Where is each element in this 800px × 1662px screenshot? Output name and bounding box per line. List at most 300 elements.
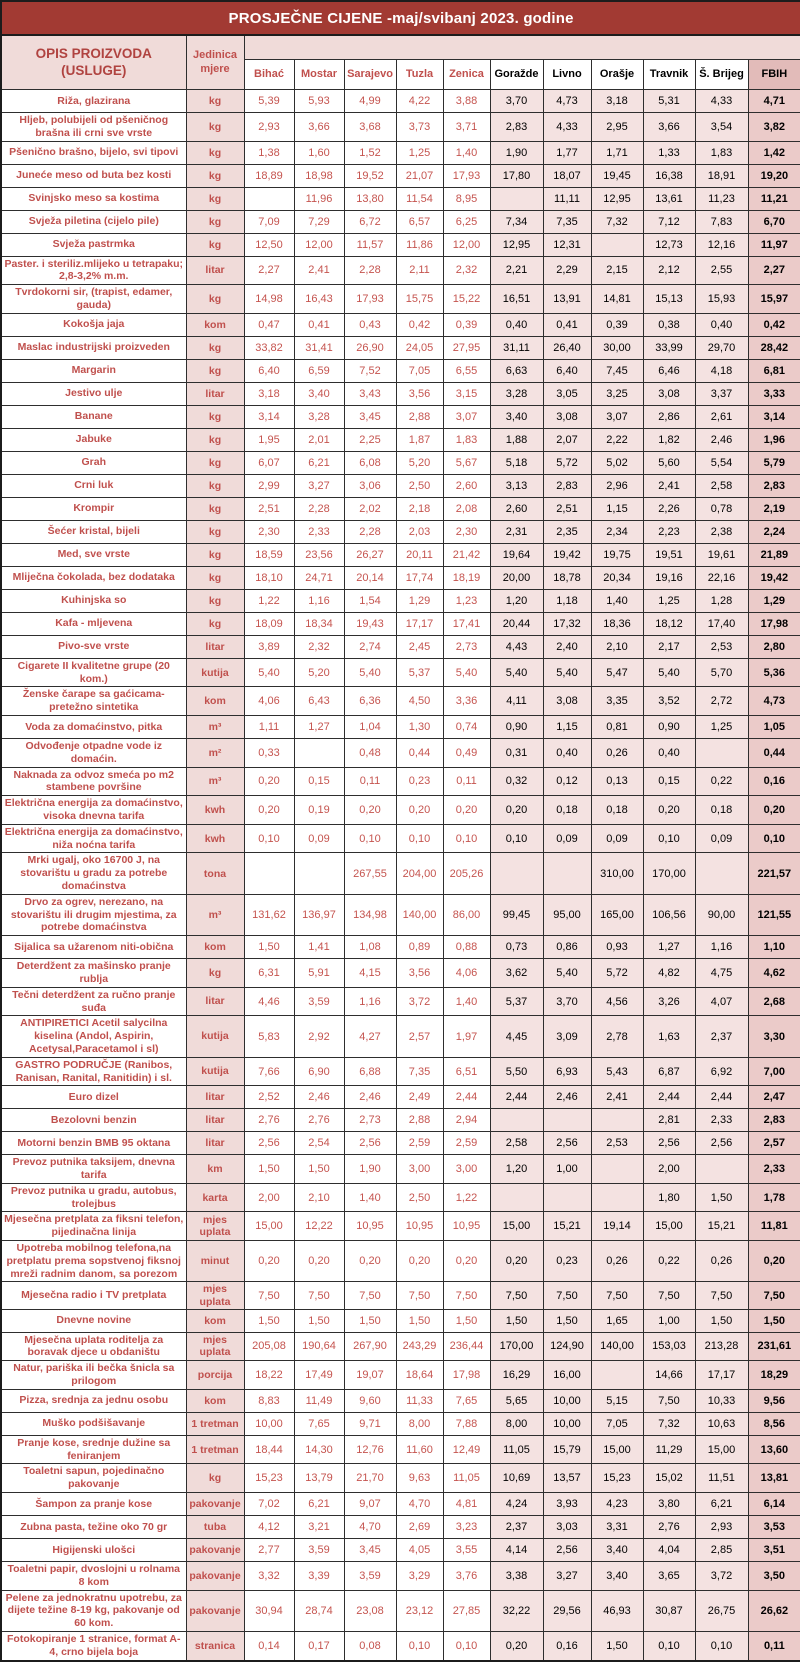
price-cell: 3,06 — [344, 474, 396, 497]
price-cell: 3,70 — [543, 987, 591, 1016]
table-row — [1, 796, 800, 825]
price-cell: 1,22 — [244, 589, 294, 612]
price-cell: 0,20 — [396, 796, 443, 825]
price-cell: 3,50 — [748, 1561, 800, 1590]
price-cell: 0,20 — [244, 767, 294, 796]
col-header-product: OPIS PROIZVODA (USLUGE) — [1, 35, 186, 90]
product-cell: Kafa - mljevena — [1, 612, 186, 635]
price-cell: 1,83 — [443, 428, 490, 451]
price-cell: 19,64 — [490, 543, 543, 566]
price-cell: 9,71 — [344, 1412, 396, 1435]
price-cell: 11,54 — [396, 187, 443, 210]
price-cell: 3,21 — [294, 1515, 344, 1538]
price-cell: 1,16 — [344, 987, 396, 1016]
product-cell: Mliječna čokolada, bez dodataka — [1, 566, 186, 589]
price-cell: 0,18 — [543, 796, 591, 825]
price-cell: 2,92 — [294, 1016, 344, 1057]
product-cell: Električna energija za domaćinstvo, niža noćna tarifa — [1, 824, 186, 853]
price-cell: 15,00 — [643, 1212, 695, 1241]
table-row — [1, 715, 800, 738]
price-cell: 1,50 — [244, 1309, 294, 1332]
price-cell: 0,40 — [543, 738, 591, 767]
price-cell: 12,16 — [695, 233, 748, 256]
price-cell: 2,26 — [643, 497, 695, 520]
table-row — [1, 187, 800, 210]
price-cell: 0,20 — [643, 796, 695, 825]
price-cell: 7,88 — [443, 1412, 490, 1435]
price-cell: 4,99 — [344, 90, 396, 113]
price-cell: 32,22 — [490, 1590, 543, 1631]
price-cell: 2,55 — [695, 256, 748, 285]
price-cell: 33,99 — [643, 336, 695, 359]
price-cell: 99,45 — [490, 894, 543, 935]
price-cell: 7,50 — [591, 1282, 643, 1309]
price-cell: 0,20 — [443, 796, 490, 825]
price-cell: 16,38 — [643, 164, 695, 187]
price-cell: 3,28 — [294, 405, 344, 428]
price-cell: 0,20 — [396, 1241, 443, 1282]
unit-cell: m² — [186, 738, 244, 767]
price-cell: 1,77 — [543, 141, 591, 164]
price-cell: 1,33 — [643, 141, 695, 164]
price-cell — [543, 853, 591, 894]
price-cell: 29,70 — [695, 336, 748, 359]
price-cell: 18,59 — [244, 543, 294, 566]
price-cell: 18,29 — [748, 1361, 800, 1390]
price-cell: 6,70 — [748, 210, 800, 233]
price-cell: 3,70 — [490, 90, 543, 113]
price-cell: 2,30 — [244, 520, 294, 543]
price-cell: 1,11 — [244, 715, 294, 738]
unit-cell: kg — [186, 428, 244, 451]
unit-cell: pakovanje — [186, 1590, 244, 1631]
table-row — [1, 1109, 800, 1132]
price-cell: 7,50 — [294, 1282, 344, 1309]
price-cell: 0,09 — [591, 824, 643, 853]
price-cell: 2,32 — [294, 635, 344, 658]
price-cell: 21,07 — [396, 164, 443, 187]
product-cell: Paster. i steriliz.mlijeko u tetrapaku; 2,8-3,2% m.m. — [1, 256, 186, 285]
unit-cell: kg — [186, 233, 244, 256]
price-cell: 106,56 — [643, 894, 695, 935]
price-cell: 0,11 — [344, 767, 396, 796]
price-cell: 18,91 — [695, 164, 748, 187]
price-cell: 0,15 — [294, 767, 344, 796]
product-cell: Naknada za odvoz smeća po m2 stambene površine — [1, 767, 186, 796]
price-cell: 5,60 — [643, 451, 695, 474]
price-cell: 1,50 — [244, 1155, 294, 1184]
table-row — [1, 824, 800, 853]
price-cell: 0,16 — [748, 767, 800, 796]
price-cell: 4,45 — [490, 1016, 543, 1057]
price-cell: 8,00 — [396, 1412, 443, 1435]
price-cell: 0,20 — [748, 1241, 800, 1282]
price-cell: 190,64 — [294, 1332, 344, 1361]
price-cell: 17,40 — [695, 612, 748, 635]
price-cell: 1,50 — [591, 1631, 643, 1660]
price-cell: 3,51 — [748, 1538, 800, 1561]
table-row — [1, 164, 800, 187]
price-cell: 2,33 — [695, 1109, 748, 1132]
price-cell: 2,58 — [695, 474, 748, 497]
price-cell: 0,10 — [643, 824, 695, 853]
price-cell: 2,83 — [543, 474, 591, 497]
product-cell: Pelene za jednokratnu upotrebu, za dijete težine 8-19 kg, pakovanje od 60 kom. — [1, 1590, 186, 1631]
price-cell: 18,98 — [294, 164, 344, 187]
price-cell: 17,32 — [543, 612, 591, 635]
table-row — [1, 497, 800, 520]
unit-cell: kg — [186, 405, 244, 428]
price-cell: 0,42 — [396, 313, 443, 336]
price-cell: 4,75 — [695, 959, 748, 988]
unit-cell: pakovanje — [186, 1492, 244, 1515]
price-cell: 2,46 — [344, 1086, 396, 1109]
price-cell: 5,72 — [543, 451, 591, 474]
product-cell: Jestivo ulje — [1, 382, 186, 405]
product-cell: Bezolovni benzin — [1, 1109, 186, 1132]
price-cell: 1,30 — [396, 715, 443, 738]
price-cell: 0,20 — [443, 1241, 490, 1282]
price-cell: 0,32 — [490, 767, 543, 796]
price-cell: 5,79 — [748, 451, 800, 474]
table-row — [1, 359, 800, 382]
price-cell: 243,29 — [396, 1332, 443, 1361]
price-cell: 20,00 — [490, 566, 543, 589]
price-cell: 5,37 — [396, 658, 443, 687]
price-cell: 2,56 — [344, 1132, 396, 1155]
table-row — [1, 313, 800, 336]
price-cell: 6,81 — [748, 359, 800, 382]
price-cell: 1,78 — [748, 1183, 800, 1212]
price-cell: 0,14 — [244, 1631, 294, 1660]
product-cell: Pšenično brašno, bijelo, svi tipovi — [1, 141, 186, 164]
price-cell: 4,24 — [490, 1492, 543, 1515]
table-row — [1, 1282, 800, 1309]
price-cell: 31,41 — [294, 336, 344, 359]
column-header: Sarajevo — [344, 60, 396, 90]
price-cell: 14,98 — [244, 285, 294, 314]
price-cell: 7,50 — [695, 1282, 748, 1309]
price-cell: 28,74 — [294, 1590, 344, 1631]
price-cell: 17,74 — [396, 566, 443, 589]
table-row — [1, 141, 800, 164]
price-cell: 20,44 — [490, 612, 543, 635]
price-cell: 7,12 — [643, 210, 695, 233]
price-cell: 18,12 — [643, 612, 695, 635]
price-cell: 6,21 — [294, 1492, 344, 1515]
price-cell: 19,45 — [591, 164, 643, 187]
price-cell: 2,61 — [695, 405, 748, 428]
price-cell: 6,25 — [443, 210, 490, 233]
product-cell: Mjesečna uplata roditelja za boravak djece u obdaništu — [1, 1332, 186, 1361]
table-row — [1, 1631, 800, 1660]
price-cell: 4,14 — [490, 1538, 543, 1561]
price-cell: 0,10 — [443, 824, 490, 853]
column-header: Goražde — [490, 60, 543, 90]
unit-cell: kg — [186, 164, 244, 187]
price-cell: 3,40 — [591, 1561, 643, 1590]
price-cell: 2,34 — [591, 520, 643, 543]
price-cell: 2,44 — [443, 1086, 490, 1109]
price-cell: 5,91 — [294, 959, 344, 988]
price-cell: 5,20 — [294, 658, 344, 687]
table-row — [1, 336, 800, 359]
price-cell: 31,11 — [490, 336, 543, 359]
price-cell: 4,73 — [748, 687, 800, 716]
price-cell: 4,05 — [396, 1538, 443, 1561]
price-cell: 13,60 — [748, 1435, 800, 1464]
price-cell: 3,73 — [396, 113, 443, 142]
price-cell: 15,00 — [591, 1435, 643, 1464]
product-cell: Mrki ugalj, oko 16700 J, na stovarištu u gradu za potrebe domaćinstva — [1, 853, 186, 894]
price-cell: 0,10 — [443, 1631, 490, 1660]
price-cell: 3,28 — [490, 382, 543, 405]
price-cell: 1,50 — [748, 1309, 800, 1332]
price-cell: 4,33 — [543, 113, 591, 142]
price-cell: 3,26 — [643, 987, 695, 1016]
price-cell: 3,76 — [443, 1561, 490, 1590]
price-cell: 0,10 — [344, 824, 396, 853]
price-cell: 170,00 — [643, 853, 695, 894]
price-cell: 29,56 — [543, 1590, 591, 1631]
table-row — [1, 285, 800, 314]
table-row — [1, 382, 800, 405]
price-cell: 9,63 — [396, 1464, 443, 1493]
table-row — [1, 90, 800, 113]
price-cell: 2,28 — [294, 497, 344, 520]
product-cell: Banane — [1, 405, 186, 428]
price-cell: 6,51 — [443, 1057, 490, 1086]
price-cell: 0,20 — [344, 1241, 396, 1282]
price-cell: 3,30 — [748, 1016, 800, 1057]
price-cell: 0,10 — [396, 1631, 443, 1660]
price-cell: 2,37 — [695, 1016, 748, 1057]
price-cell: 4,33 — [695, 90, 748, 113]
price-cell: 10,00 — [244, 1412, 294, 1435]
price-cell: 1,40 — [591, 589, 643, 612]
price-cell: 6,36 — [344, 687, 396, 716]
price-cell: 3,00 — [443, 1155, 490, 1184]
price-cell: 3,40 — [294, 382, 344, 405]
price-cell: 2,10 — [294, 1183, 344, 1212]
table-row — [1, 687, 800, 716]
price-cell: 2,40 — [543, 635, 591, 658]
price-cell: 18,89 — [244, 164, 294, 187]
price-cell: 3,45 — [344, 1538, 396, 1561]
price-cell: 13,61 — [643, 187, 695, 210]
price-cell: 267,90 — [344, 1332, 396, 1361]
price-cell: 2,73 — [344, 1109, 396, 1132]
price-cell: 5,40 — [643, 658, 695, 687]
price-cell: 1,41 — [294, 936, 344, 959]
table-row — [1, 1057, 800, 1086]
product-cell: Muško podšišavanje — [1, 1412, 186, 1435]
price-cell: 0,16 — [543, 1631, 591, 1660]
product-cell: Mjesečna pretplata za fiksni telefon, pijedinačna linija — [1, 1212, 186, 1241]
price-cell: 5,54 — [695, 451, 748, 474]
price-cell: 0,43 — [344, 313, 396, 336]
table-row — [1, 1361, 800, 1390]
price-cell: 3,25 — [591, 382, 643, 405]
price-cell: 12,76 — [344, 1435, 396, 1464]
product-cell: Deterdžent za mašinsko pranje rublja — [1, 959, 186, 988]
table-row — [1, 1590, 800, 1631]
price-cell: 0,38 — [643, 313, 695, 336]
price-cell: 17,17 — [396, 612, 443, 635]
price-cell: 1,25 — [396, 141, 443, 164]
table-row — [1, 474, 800, 497]
price-cell: 3,05 — [543, 382, 591, 405]
price-cell: 2,56 — [244, 1132, 294, 1155]
price-cell: 0,20 — [344, 796, 396, 825]
unit-cell: kom — [186, 1309, 244, 1332]
unit-cell: pakovanje — [186, 1538, 244, 1561]
unit-cell: litar — [186, 1086, 244, 1109]
price-cell: 30,94 — [244, 1590, 294, 1631]
price-cell: 3,27 — [294, 474, 344, 497]
price-cell: 16,29 — [490, 1361, 543, 1390]
price-cell: 2,73 — [443, 635, 490, 658]
price-cell: 2,96 — [591, 474, 643, 497]
product-cell: Euro dizel — [1, 1086, 186, 1109]
price-cell: 2,68 — [748, 987, 800, 1016]
product-cell: Toaletni sapun, pojedinačno pakovanje — [1, 1464, 186, 1493]
price-cell — [244, 853, 294, 894]
price-cell: 2,00 — [643, 1155, 695, 1184]
price-cell: 5,70 — [695, 658, 748, 687]
price-cell: 3,82 — [748, 113, 800, 142]
price-cell: 1,00 — [643, 1309, 695, 1332]
price-cell: 2,50 — [396, 1183, 443, 1212]
price-cell: 6,59 — [294, 359, 344, 382]
table-row — [1, 566, 800, 589]
price-cell: 3,35 — [591, 687, 643, 716]
price-cell: 0,20 — [490, 796, 543, 825]
price-cell: 24,71 — [294, 566, 344, 589]
header-band — [244, 35, 800, 60]
table-row — [1, 1515, 800, 1538]
price-cell: 15,97 — [748, 285, 800, 314]
unit-cell: litar — [186, 382, 244, 405]
price-cell: 0,22 — [643, 1241, 695, 1282]
price-cell: 2,57 — [396, 1016, 443, 1057]
price-cell: 0,33 — [244, 738, 294, 767]
price-cell: 221,57 — [748, 853, 800, 894]
price-cell: 2,37 — [490, 1515, 543, 1538]
unit-cell: kom — [186, 936, 244, 959]
price-cell: 0,40 — [643, 738, 695, 767]
price-cell: 1,18 — [543, 589, 591, 612]
price-cell: 9,07 — [344, 1492, 396, 1515]
price-cell: 12,95 — [490, 233, 543, 256]
price-cell — [490, 853, 543, 894]
price-cell — [244, 187, 294, 210]
price-cell: 267,55 — [344, 853, 396, 894]
price-table-body — [1, 90, 800, 1661]
price-cell: 2,35 — [543, 520, 591, 543]
price-cell: 3,68 — [344, 113, 396, 142]
price-cell: 0,12 — [543, 767, 591, 796]
table-row — [1, 1464, 800, 1493]
price-cell: 3,43 — [344, 382, 396, 405]
price-cell: 6,40 — [244, 359, 294, 382]
price-cell — [543, 1183, 591, 1212]
price-cell: 5,20 — [396, 451, 443, 474]
price-cell: 1,40 — [443, 141, 490, 164]
price-cell: 10,63 — [695, 1412, 748, 1435]
price-cell: 1,88 — [490, 428, 543, 451]
table-row — [1, 1538, 800, 1561]
price-cell: 1,40 — [443, 987, 490, 1016]
table-row — [1, 405, 800, 428]
price-cell: 11,86 — [396, 233, 443, 256]
price-cell — [294, 853, 344, 894]
price-cell: 11,96 — [294, 187, 344, 210]
price-cell: 17,41 — [443, 612, 490, 635]
price-cell: 0,15 — [643, 767, 695, 796]
price-cell: 12,49 — [443, 1435, 490, 1464]
price-cell: 3,38 — [490, 1561, 543, 1590]
price-cell: 0,40 — [695, 313, 748, 336]
price-cell: 204,00 — [396, 853, 443, 894]
price-cell: 3,72 — [396, 987, 443, 1016]
price-cell: 2,12 — [643, 256, 695, 285]
price-cell: 8,83 — [244, 1389, 294, 1412]
price-cell: 4,12 — [244, 1515, 294, 1538]
table-row — [1, 1332, 800, 1361]
price-cell: 5,40 — [344, 658, 396, 687]
price-cell: 0,39 — [591, 313, 643, 336]
price-cell: 8,56 — [748, 1412, 800, 1435]
price-cell: 5,50 — [490, 1057, 543, 1086]
price-cell — [695, 853, 748, 894]
product-cell: Ženske čarape sa gaćicama- pretežno sintetika — [1, 687, 186, 716]
price-cell: 19,61 — [695, 543, 748, 566]
price-cell: 2,88 — [396, 405, 443, 428]
price-cell: 2,29 — [543, 256, 591, 285]
price-cell: 16,43 — [294, 285, 344, 314]
price-cell: 0,20 — [490, 1241, 543, 1282]
table-row — [1, 658, 800, 687]
price-cell: 1,50 — [490, 1309, 543, 1332]
price-cell: 0,17 — [294, 1631, 344, 1660]
product-cell: Voda za domaćinstvo, pitka — [1, 715, 186, 738]
price-cell: 153,03 — [643, 1332, 695, 1361]
price-cell: 0,18 — [695, 796, 748, 825]
price-cell: 3,72 — [695, 1561, 748, 1590]
price-cell: 2,76 — [294, 1109, 344, 1132]
unit-cell: litar — [186, 1109, 244, 1132]
price-cell: 6,07 — [244, 451, 294, 474]
table-row — [1, 1241, 800, 1282]
price-cell: 2,81 — [643, 1109, 695, 1132]
unit-cell: tona — [186, 853, 244, 894]
column-header: Livno — [543, 60, 591, 90]
price-cell: 3,65 — [643, 1561, 695, 1590]
price-cell: 2,11 — [396, 256, 443, 285]
unit-cell: 1 tretman — [186, 1412, 244, 1435]
price-cell: 2,54 — [294, 1132, 344, 1155]
unit-cell: kg — [186, 497, 244, 520]
price-cell: 2,52 — [244, 1086, 294, 1109]
price-cell: 2,53 — [695, 635, 748, 658]
price-cell: 2,18 — [396, 497, 443, 520]
table-row — [1, 1212, 800, 1241]
price-cell: 2,27 — [748, 256, 800, 285]
unit-cell: kom — [186, 1389, 244, 1412]
price-cell: 2,74 — [344, 635, 396, 658]
price-cell: 2,77 — [244, 1538, 294, 1561]
